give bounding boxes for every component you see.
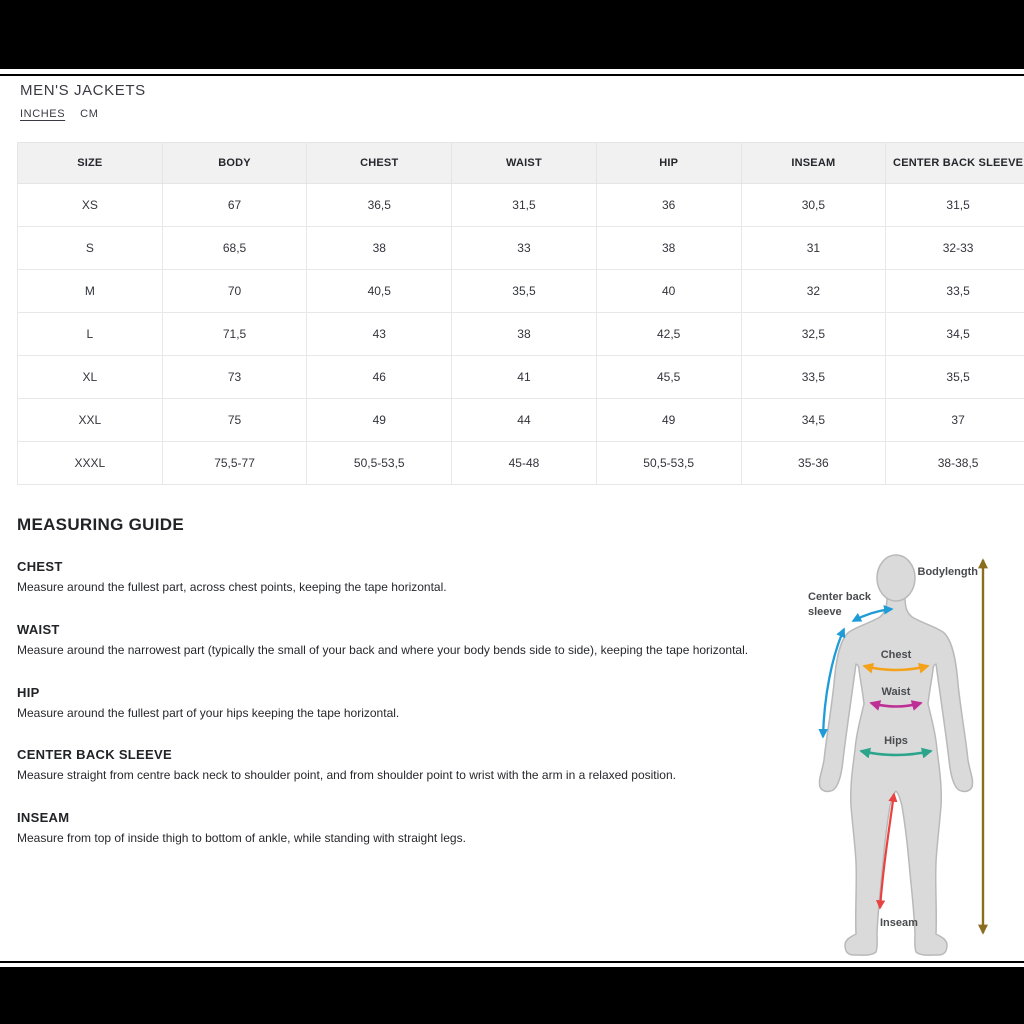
measurement-cell: 36,5 (307, 184, 452, 227)
measurement-cell: 49 (307, 399, 452, 442)
guide-section-heading: CHEST (17, 559, 63, 574)
diagram-label-sleeve: sleeve (808, 606, 842, 618)
head-silhouette (877, 555, 915, 601)
diagram-label-inseam: Inseam (880, 917, 918, 929)
measurement-cell: 40 (596, 270, 741, 313)
measurement-cell: 33,5 (886, 270, 1024, 313)
measurement-cell: 45,5 (596, 356, 741, 399)
guide-section-heading: HIP (17, 684, 40, 700)
measurement-cell: 50,5-53,5 (307, 442, 452, 485)
measuring-guide (17, 516, 817, 874)
column-header: INSEAM (741, 143, 886, 184)
measurement-cell: 75,5-77 (162, 442, 307, 485)
measuring-diagram (792, 544, 1024, 960)
measurement-cell: 43 (307, 313, 452, 356)
page-title: MEN'S JACKETS (20, 82, 146, 99)
table-row (18, 184, 1024, 227)
measurement-cell: 35,5 (452, 270, 597, 313)
measurement-cell: 71,5 (162, 313, 307, 356)
column-header: CENTER BACK SLEEVE (886, 143, 1024, 184)
column-header: WAIST (452, 143, 597, 184)
measurement-cell: 44 (452, 399, 597, 442)
measurement-cell: 68,5 (162, 227, 307, 270)
measurement-cell: 36 (596, 184, 741, 227)
measurement-cell: 38 (307, 227, 452, 270)
measurement-cell: 31,5 (452, 184, 597, 227)
measurement-cell: 33,5 (741, 356, 886, 399)
guide-section-heading: CENTER BACK SLEEVE (17, 747, 172, 763)
size-table-header-row (18, 143, 1024, 184)
unit-toggle (20, 108, 98, 120)
measurement-cell: 50,5-53,5 (596, 442, 741, 485)
table-row (18, 227, 1024, 270)
unit-inches-link[interactable]: INCHES (20, 108, 66, 120)
size-table (17, 142, 1024, 485)
measurement-cell: 46 (307, 356, 452, 399)
measurement-cell: 38-38,5 (886, 442, 1024, 485)
measurement-cell: 32-33 (886, 227, 1024, 270)
measurement-cell: 34,5 (741, 399, 886, 442)
measurement-cell: 34,5 (886, 313, 1024, 356)
content-divider-bottom (0, 961, 1024, 963)
diagram-label-hips: Hips (884, 735, 908, 747)
measurement-cell: 49 (596, 399, 741, 442)
measurement-cell: 67 (162, 184, 307, 227)
guide-section-text: Measure around the narrowest part (typically the small of your back and where your body bends side to side), keeping the tape horizontal. (17, 642, 749, 657)
guide-section-text: Measure around the fullest part of your hips keeping the tape horizontal. (17, 705, 400, 720)
measurement-cell: 30,5 (741, 184, 886, 227)
table-row (18, 356, 1024, 399)
size-cell: M (18, 270, 163, 313)
size-cell: XS (18, 184, 163, 227)
measurement-cell: 31 (741, 227, 886, 270)
table-row (18, 270, 1024, 313)
guide-section (17, 560, 817, 595)
column-header: HIP (596, 143, 741, 184)
content-divider-top (0, 74, 1024, 76)
measurement-cell: 38 (452, 313, 597, 356)
measurement-cell: 31,5 (886, 184, 1024, 227)
measurement-cell: 40,5 (307, 270, 452, 313)
measurement-cell: 42,5 (596, 313, 741, 356)
guide-section (17, 811, 817, 846)
measurement-cell: 32 (741, 270, 886, 313)
measurement-cell: 38 (596, 227, 741, 270)
measurement-cell: 70 (162, 270, 307, 313)
guide-section (17, 623, 817, 658)
letterbox-top (0, 0, 1024, 69)
measurement-cell: 75 (162, 399, 307, 442)
table-row (18, 399, 1024, 442)
column-header: SIZE (18, 143, 163, 184)
letterbox-bottom (0, 967, 1024, 1024)
size-cell: L (18, 313, 163, 356)
diagram-label-waist: Waist (881, 686, 911, 698)
guide-section-heading: WAIST (17, 621, 60, 637)
measurement-cell: 37 (886, 399, 1024, 442)
measurement-cell: 41 (452, 356, 597, 399)
measurement-cell: 35-36 (741, 442, 886, 485)
size-cell: XXL (18, 399, 163, 442)
measuring-guide-title: MEASURING GUIDE (17, 515, 184, 534)
measurement-cell: 32,5 (741, 313, 886, 356)
diagram-label-chest: Chest (880, 649, 912, 661)
unit-cm-link[interactable]: CM (80, 108, 99, 120)
measurement-cell: 73 (162, 356, 307, 399)
diagram-label-bodylength: Bodylength (917, 566, 978, 578)
size-cell: XL (18, 356, 163, 399)
diagram-label-center-back: Center back (808, 591, 871, 603)
table-row (18, 442, 1024, 485)
guide-section-heading: INSEAM (17, 810, 70, 826)
guide-section (17, 748, 817, 783)
table-row (18, 313, 1024, 356)
measurement-cell: 35,5 (886, 356, 1024, 399)
measurement-cell: 45-48 (452, 442, 597, 485)
column-header: BODY (162, 143, 307, 184)
column-header: CHEST (307, 143, 452, 184)
guide-section-text: Measure around the fullest part, across chest points, keeping the tape horizontal. (17, 580, 447, 594)
guide-section-text: Measure straight from centre back neck to shoulder point, and from shoulder point to wrist with the arm in a relaxed position. (17, 768, 676, 783)
guide-section-text: Measure from top of inside thigh to bottom of ankle, while standing with straight legs. (17, 831, 466, 846)
measurement-cell: 33 (452, 227, 597, 270)
size-cell: XXXL (18, 442, 163, 485)
guide-section (17, 686, 817, 721)
size-cell: S (18, 227, 163, 270)
